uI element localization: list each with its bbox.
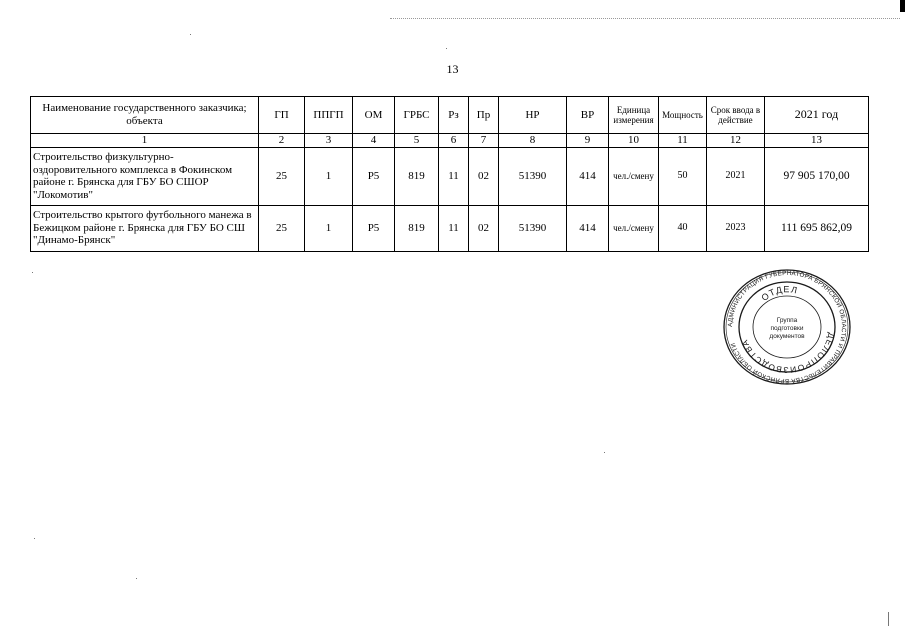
stamp-center-line-2: подготовки [770, 325, 804, 332]
ppgp-cell: 1 [305, 205, 353, 251]
table-row [31, 147, 869, 205]
column-number: 6 [439, 134, 469, 148]
scan-speck [888, 612, 889, 626]
grbs-cell: 819 [395, 205, 439, 251]
rz-cell: 11 [439, 205, 469, 251]
header-customer-object: Наименование государственного заказчика; объекта [31, 97, 259, 134]
stamp-top-word: ОТДЕЛ [759, 284, 799, 303]
header-gp: ГП [259, 97, 305, 134]
header-term: Срок ввода в действие [707, 97, 765, 134]
office-stamp [722, 268, 852, 386]
stamp-ring-word: ДЕЛОПРОИЗВОДСТВА [739, 331, 837, 376]
scan-speck [604, 452, 605, 453]
header-pr: Пр [469, 97, 499, 134]
header-grbs: ГРБС [395, 97, 439, 134]
column-number: 2 [259, 134, 305, 148]
rz-cell: 11 [439, 147, 469, 205]
header-nr: НР [499, 97, 567, 134]
om-cell: Р5 [353, 205, 395, 251]
scan-speck [136, 578, 137, 579]
page-edge-mark [900, 0, 905, 12]
nr-cell: 51390 [499, 205, 567, 251]
header-ppgp: ППГП [305, 97, 353, 134]
table-header-row [31, 97, 869, 134]
column-number: 1 [31, 134, 259, 148]
vr-cell: 414 [567, 147, 609, 205]
scan-speck [190, 34, 191, 35]
header-rz: Рз [439, 97, 469, 134]
object-name-cell: Строительство крытого футбольного манежа в Бежицком районе г. Брянска для ГБУ БО СШ "Динамо-Брянск" [31, 205, 259, 251]
budget-table [30, 96, 869, 252]
nr-cell: 51390 [499, 147, 567, 205]
header-vr: ВР [567, 97, 609, 134]
object-name-cell: Строительство физкультурно-оздоровительного комплекса в Фокинском районе г. Брянска для ГБУ БО СШОР "Локомотив" [31, 147, 259, 205]
unit-cell: чел./смену [609, 205, 659, 251]
column-number: 3 [305, 134, 353, 148]
header-capacity: Мощность [659, 97, 707, 134]
column-number: 13 [765, 134, 869, 148]
scan-speck [446, 48, 447, 49]
pr-cell: 02 [469, 147, 499, 205]
stamp-center-line-3: документов [769, 333, 805, 340]
ppgp-cell: 1 [305, 147, 353, 205]
stamp-graphic [722, 268, 852, 386]
capacity-cell: 50 [659, 147, 707, 205]
column-number: 12 [707, 134, 765, 148]
gp-cell: 25 [259, 205, 305, 251]
header-unit: Единица измерения [609, 97, 659, 134]
scan-noise-dots [390, 18, 900, 21]
amount-cell: 111 695 862,09 [765, 205, 869, 251]
unit-cell: чел./смену [609, 147, 659, 205]
gp-cell: 25 [259, 147, 305, 205]
column-number: 11 [659, 134, 707, 148]
column-number: 10 [609, 134, 659, 148]
header-om: ОМ [353, 97, 395, 134]
term-cell: 2023 [707, 205, 765, 251]
column-number: 8 [499, 134, 567, 148]
column-number: 5 [395, 134, 439, 148]
pr-cell: 02 [469, 205, 499, 251]
stamp-outer-text: АДМИНИСТРАЦИЯ ГУБЕРНАТОРА БРЯНСКОЙ ОБЛАСТИ И ПРАВИТЕЛЬСТВА БРЯНСКОЙ ОБЛАСТИ [726, 269, 848, 385]
grbs-cell: 819 [395, 147, 439, 205]
om-cell: Р5 [353, 147, 395, 205]
header-year-2021: 2021 год [765, 97, 869, 134]
page-number: 13 [446, 62, 459, 76]
scan-speck [34, 538, 35, 539]
table-row [31, 205, 869, 251]
column-number: 9 [567, 134, 609, 148]
column-number: 4 [353, 134, 395, 148]
term-cell: 2021 [707, 147, 765, 205]
vr-cell: 414 [567, 205, 609, 251]
scan-speck [32, 272, 33, 273]
table-column-numbers-row [31, 134, 869, 148]
column-number: 7 [469, 134, 499, 148]
stamp-center-line-1: Группа [776, 317, 798, 324]
capacity-cell: 40 [659, 205, 707, 251]
amount-cell: 97 905 170,00 [765, 147, 869, 205]
